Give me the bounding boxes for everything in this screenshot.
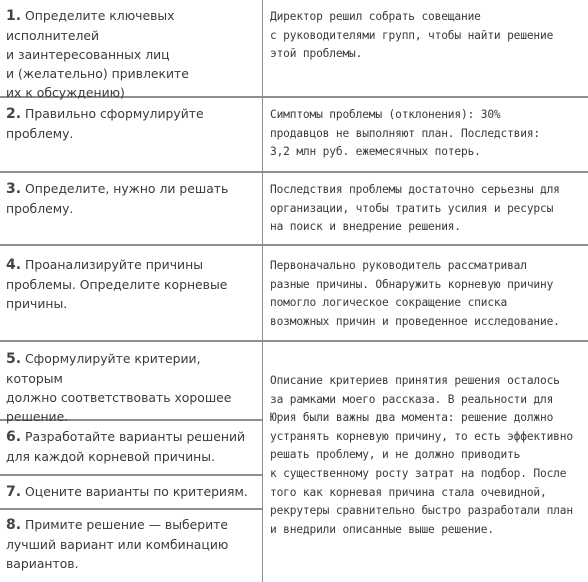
description-2: Симптомы проблемы (отклонения): 30% продавцов не выполняют план. Последствия: 3,2 млн руб. ежемесячных потерь. bbox=[270, 108, 541, 159]
step-text: Проанализируйте причины проблемы. Определите корневые причины. bbox=[6, 257, 228, 311]
step-text: Правильно сформулируйте проблему. bbox=[6, 106, 204, 141]
step-5 bbox=[6, 349, 256, 426]
step-text: Определите ключевых исполнителей и заинтересованных лиц и (желательно) привлеките их к обсуждению) bbox=[6, 8, 189, 100]
description-3: Последствия проблемы достаточно серьезны для организации, чтобы тратить усилия и ресурсы на поиск и внедрение решения. bbox=[270, 183, 560, 234]
step-number: 3. bbox=[6, 181, 22, 197]
column-divider bbox=[262, 0, 263, 582]
step-6 bbox=[6, 427, 256, 466]
description-4: Первоначально руководитель рассматривал разные причины. Обнаружить корневую причину помогло логическое сокращение списка возможных причин и проведенное исследование. bbox=[270, 259, 560, 328]
description-1: Директор решил собрать совещание с руководителями групп, чтобы найти решение этой проблемы. bbox=[270, 10, 554, 61]
step-7 bbox=[6, 482, 256, 502]
step-1 bbox=[6, 6, 256, 102]
step-number: 6. bbox=[6, 429, 22, 445]
row-separator bbox=[0, 340, 588, 342]
step-number: 5. bbox=[6, 351, 22, 367]
step-text: Определите, нужно ли решать проблему. bbox=[6, 181, 229, 216]
row-separator bbox=[0, 474, 262, 476]
row-separator bbox=[0, 171, 588, 173]
step-number: 8. bbox=[6, 517, 22, 533]
step-2 bbox=[6, 104, 256, 143]
step-8 bbox=[6, 515, 256, 573]
row-separator bbox=[0, 244, 588, 246]
step-text: Примите решение — выберите лучший вариант или комбинацию вариантов. bbox=[6, 517, 229, 571]
step-text: Разработайте варианты решений для каждой корневой причины. bbox=[6, 429, 246, 464]
step-text: Сформулируйте критерии, которым должно соответствовать хорошее решение. bbox=[6, 351, 232, 424]
description-5: Описание критериев принятия решения осталось за рамками моего рассказа. В реальности для Юрия были важны два момента: решение должно устранять корневую причину, то есть эффективно решать проблему, и не должно приводить к существенному росту затрат на подбор. После того как корневая причина стала очевидной, рекрутеры сравнительно быстро разработали план и внедрили описанные выше решение. bbox=[270, 374, 573, 536]
step-text: Оцените варианты по критериям. bbox=[25, 484, 248, 499]
step-number: 4. bbox=[6, 257, 22, 273]
step-3 bbox=[6, 179, 256, 218]
row-separator bbox=[0, 508, 262, 510]
step-4 bbox=[6, 255, 256, 313]
step-number: 7. bbox=[6, 484, 22, 500]
step-number: 1. bbox=[6, 8, 22, 24]
step-number: 2. bbox=[6, 106, 22, 122]
